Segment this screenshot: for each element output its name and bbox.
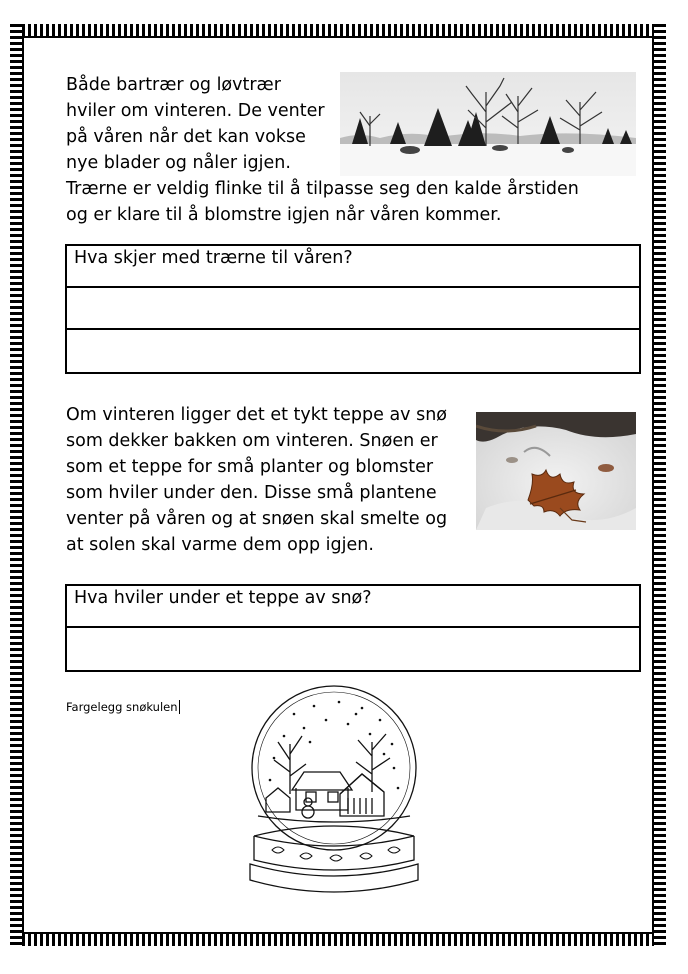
text-line: som et teppe for små planter og blomster bbox=[66, 457, 434, 477]
text-line: Trærne er veldig flinke til å tilpasse seg den kalde årstiden bbox=[66, 179, 579, 199]
text-line: som hviler under den. Disse små plantene bbox=[66, 483, 437, 503]
page-border-top bbox=[10, 24, 666, 36]
text-line: hviler om vinteren. De venter bbox=[66, 101, 325, 121]
caption-text: Fargelegg snøkulen bbox=[66, 700, 178, 714]
answer-line[interactable] bbox=[67, 628, 639, 670]
text-line: venter på våren og at snøen skal smelte og bbox=[66, 509, 448, 529]
text-line: og er klare til å blomstre igjen når våren kommer. bbox=[66, 205, 502, 225]
text-line: Om vinteren ligger det et tykt teppe av snø bbox=[66, 405, 448, 425]
coloring-instruction bbox=[66, 700, 180, 714]
text-line: at solen skal varme dem opp igjen. bbox=[66, 535, 374, 555]
text-line: Både bartrær og løvtrær bbox=[66, 75, 281, 95]
text-cursor bbox=[179, 700, 180, 714]
winter-trees-photo bbox=[340, 72, 636, 176]
page-border-bottom bbox=[10, 934, 666, 946]
text-line: på våren når det kan vokse bbox=[66, 127, 306, 147]
answer-line[interactable] bbox=[67, 288, 639, 330]
text-line: nye blader og nåler igjen. bbox=[66, 153, 291, 173]
question-box-snow bbox=[65, 584, 641, 672]
text-line: som dekker bakken om vinteren. Snøen er bbox=[66, 431, 438, 451]
question-box-trees bbox=[65, 244, 641, 374]
paragraph-snow bbox=[66, 402, 447, 558]
snow-globe-coloring-drawing bbox=[244, 684, 424, 904]
question-trees: Hva skjer med trærne til våren? bbox=[67, 246, 639, 288]
page-border-right bbox=[654, 24, 666, 946]
answer-line[interactable] bbox=[67, 330, 639, 372]
question-snow: Hva hviler under et teppe av snø? bbox=[67, 586, 639, 628]
leaf-in-snow-photo bbox=[476, 412, 636, 530]
page-border-left bbox=[10, 24, 22, 946]
